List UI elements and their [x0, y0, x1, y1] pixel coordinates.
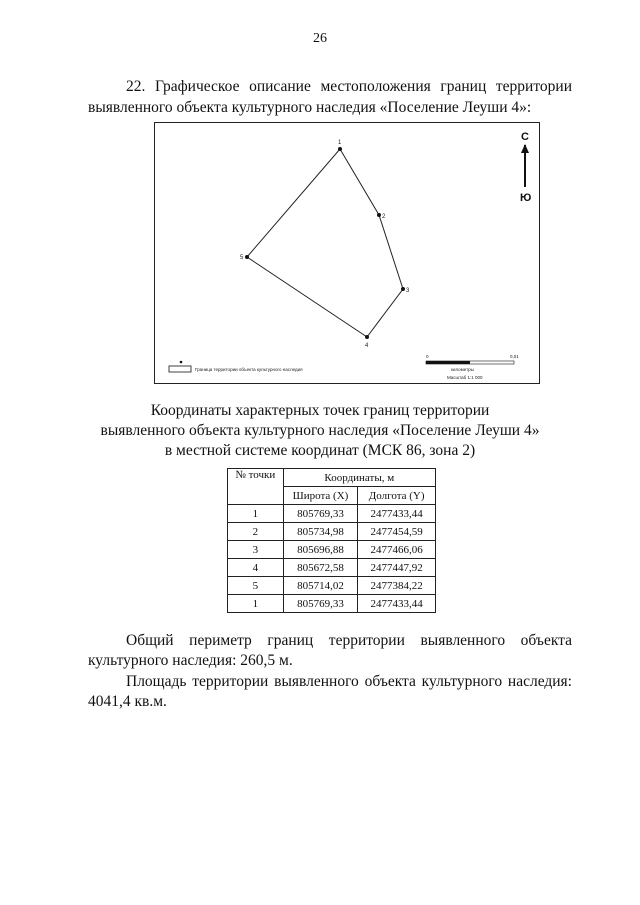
- cell-point: 4: [228, 559, 284, 577]
- page-number: 26: [313, 31, 327, 46]
- cell-y: 2477433,44: [358, 505, 436, 523]
- cell-point: 1: [228, 505, 284, 523]
- caption-line-1: Координаты характерных точек границ территории: [150, 402, 490, 419]
- cell-y: 2477454,59: [358, 523, 436, 541]
- point-label-4: 4: [365, 343, 369, 349]
- cell-point: 1: [228, 595, 284, 613]
- cell-x: 805696,88: [283, 541, 358, 559]
- point-label-5: 5: [240, 255, 244, 261]
- table-row: [228, 559, 436, 577]
- table-caption: [100, 401, 540, 461]
- table-row: [228, 505, 436, 523]
- cell-x: 805769,33: [283, 595, 358, 613]
- scale-start: 0: [426, 354, 429, 359]
- area-paragraph: [88, 672, 572, 712]
- boundary-map: [154, 122, 540, 384]
- south-label: Ю: [520, 192, 532, 204]
- area-line-1: Площадь территории выявленного объекта культурного наследия:: [126, 673, 572, 690]
- north-label: С: [521, 131, 529, 143]
- header-coordinates: Координаты, м: [283, 469, 435, 487]
- scale-end: 0,01: [510, 354, 519, 359]
- table-row: [228, 541, 436, 559]
- point-label-3: 3: [406, 288, 410, 294]
- scale-ratio: Масштаб 1:1 000: [447, 375, 483, 380]
- legend-swatch: [169, 366, 191, 372]
- legend-text: Граница территории объекта культурного наследия: [195, 367, 303, 372]
- table-row: [228, 523, 436, 541]
- header-latitude: Широта (X): [283, 487, 358, 505]
- cell-x: 805672,58: [283, 559, 358, 577]
- point-marker-1: [338, 147, 342, 151]
- header-point-number: № точки: [228, 469, 284, 505]
- cell-x: 805769,33: [283, 505, 358, 523]
- caption-line-3: в местной системе координат (МСК 86, зона 2): [164, 442, 476, 459]
- cell-x: 805714,02: [283, 577, 358, 595]
- coordinates-table: [227, 468, 436, 613]
- point-marker-3: [401, 287, 405, 291]
- perimeter-line-2: культурного наследия: 260,5 м.: [88, 652, 293, 669]
- heading-line-2: выявленного объекта культурного наследия «Поселение Леуши 4»:: [88, 99, 532, 116]
- cell-point: 3: [228, 541, 284, 559]
- legend-dot-icon: [180, 361, 183, 364]
- cell-point: 5: [228, 577, 284, 595]
- table-row: [228, 595, 436, 613]
- arrow-head-icon: [521, 144, 529, 153]
- cell-point: 2: [228, 523, 284, 541]
- perimeter-paragraph: [88, 631, 572, 671]
- scale-unit: километры: [451, 367, 474, 372]
- cell-y: 2477433,44: [358, 595, 436, 613]
- point-label-2: 2: [382, 214, 386, 220]
- point-marker-5: [245, 255, 249, 259]
- point-marker-4: [365, 335, 369, 339]
- point-marker-2: [377, 213, 381, 217]
- table-row: [228, 577, 436, 595]
- territory-boundary: [247, 149, 403, 337]
- perimeter-line-1: Общий периметр границ территории выявленного объекта: [126, 632, 572, 649]
- section-heading: [88, 76, 572, 118]
- area-line-2: 4041,4 кв.м.: [88, 693, 167, 710]
- scale-bar-fill: [426, 361, 470, 364]
- point-label-1: 1: [338, 140, 342, 146]
- header-longitude: Долгота (Y): [358, 487, 436, 505]
- cell-x: 805734,98: [283, 523, 358, 541]
- cell-y: 2477466,06: [358, 541, 436, 559]
- cell-y: 2477447,92: [358, 559, 436, 577]
- caption-line-2: выявленного объекта культурного наследия «Поселение Леуши 4»: [100, 422, 540, 439]
- cell-y: 2477384,22: [358, 577, 436, 595]
- map-drawing: [155, 123, 541, 385]
- heading-line-1: 22. Графическое описание местоположения границ территории: [126, 78, 572, 95]
